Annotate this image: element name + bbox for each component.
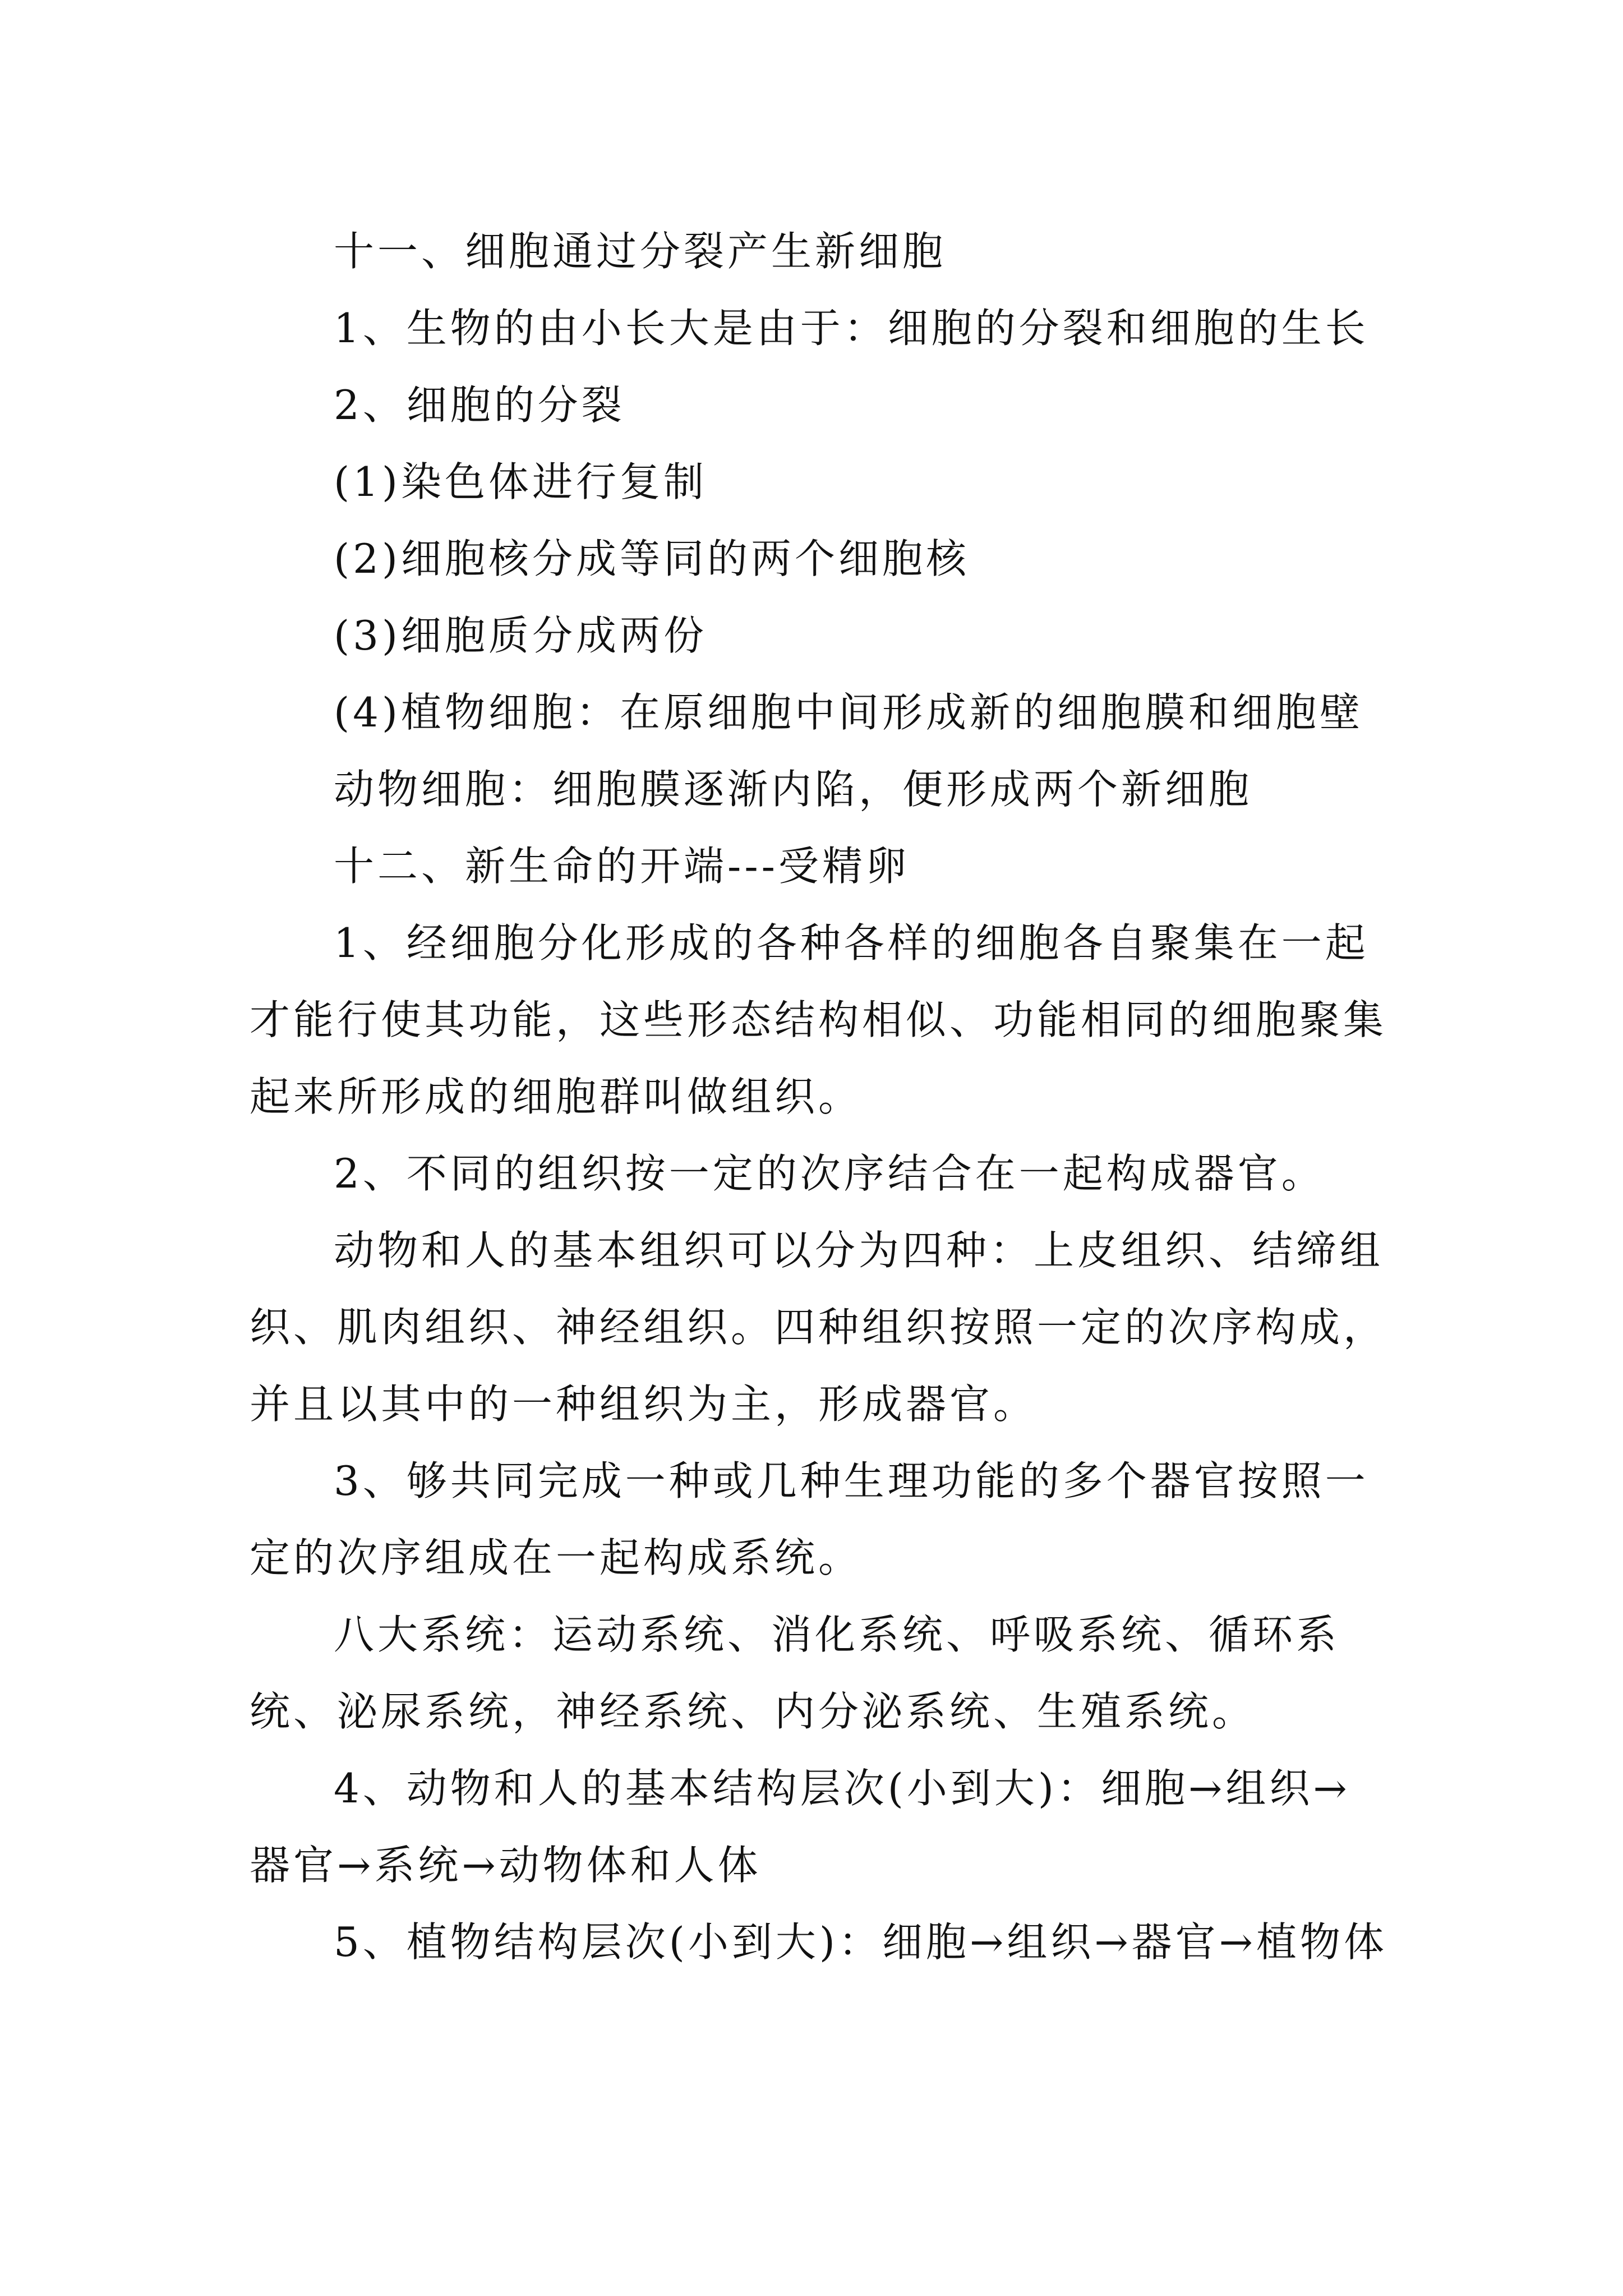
paragraph: 动物细胞：细胞膜逐渐内陷，便形成两个新细胞 — [334, 766, 1253, 813]
paragraph: 4、动物和人的基本结构层次(小到大)：细胞→组织→器官→系统→动物体和人体 — [250, 1765, 1350, 1889]
list-item: (1)染色体进行复制 — [334, 458, 707, 505]
paragraph: 3、够共同完成一种或几种生理功能的多个器官按照一定的次序组成在一起构成系统。 — [250, 1457, 1369, 1581]
paragraph: 2、不同的组织按一定的次序结合在一起构成器官。 — [334, 1150, 1325, 1197]
list-item: (3)细胞质分成两份 — [334, 612, 707, 659]
paragraph: 1、经细胞分化形成的各种各样的细胞各自聚集在一起才能行使其功能，这些形态结构相似、功能相同的细胞聚集起来所形成的细胞群叫做组织。 — [250, 919, 1387, 1120]
paragraph: 2、细胞的分裂 — [334, 381, 625, 429]
section-heading-11: 十一、细胞通过分裂产生新细胞 — [334, 228, 947, 275]
paragraph: 1、生物的由小长大是由于：细胞的分裂和细胞的生长 — [334, 305, 1369, 352]
paragraph: 动物和人的基本组织可以分为四种：上皮组织、结缔组织、肌肉组织、神经组织。四种组织按照一定的次序构成，并且以其中的一种组织为主，形成器官。 — [250, 1227, 1387, 1428]
paragraph: 八大系统：运动系统、消化系统、呼吸系统、循环系统、泌尿系统，神经系统、内分泌系统、生殖系统。 — [250, 1611, 1340, 1735]
document-body — [250, 213, 1388, 1981]
paragraph: 5、植物结构层次(小到大)：细胞→组织→器官→植物体 — [334, 1918, 1387, 1966]
section-heading-12: 十二、新生命的开端---受精卵 — [334, 843, 910, 890]
list-item: (2)细胞核分成等同的两个细胞核 — [334, 535, 970, 582]
list-item: (4)植物细胞：在原细胞中间形成新的细胞膜和细胞壁 — [334, 689, 1363, 736]
